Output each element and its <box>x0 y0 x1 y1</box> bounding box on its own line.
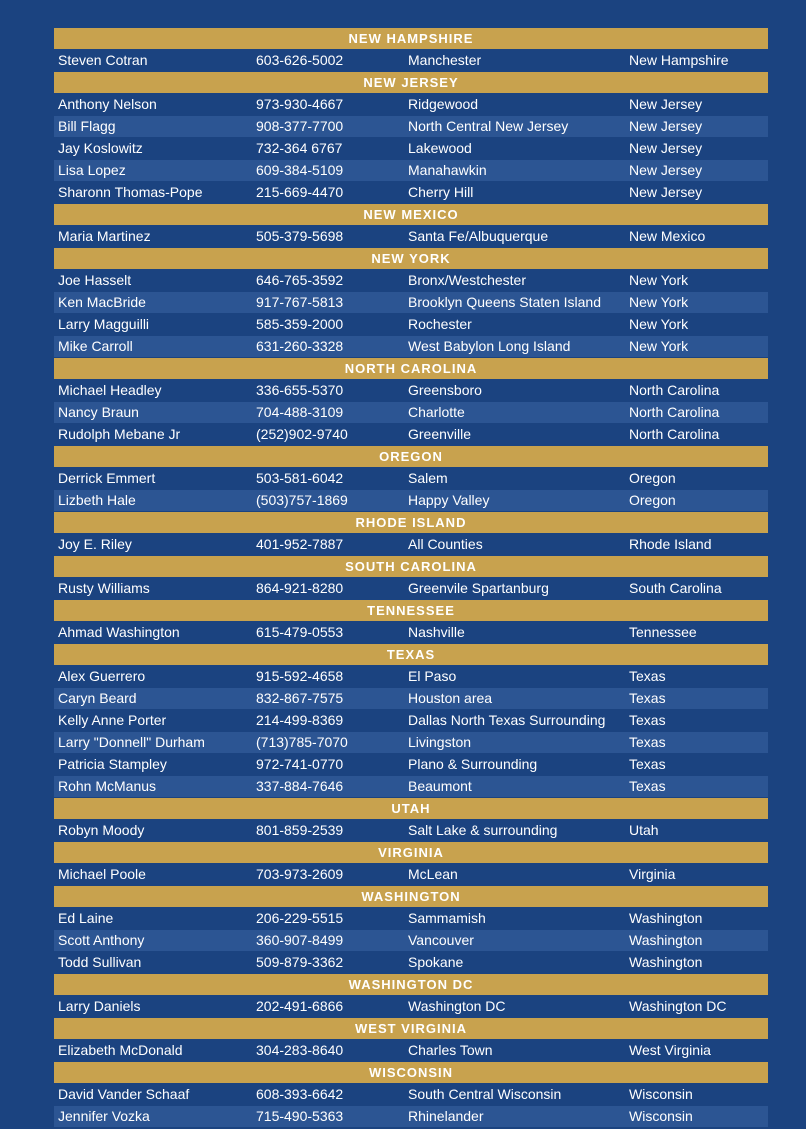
contact-phone: 646-765-3592 <box>256 272 344 288</box>
contact-phone: 401-952-7887 <box>256 536 344 552</box>
state-section-header: SOUTH CAROLINA <box>54 556 768 577</box>
directory-row <box>54 424 768 445</box>
directory-row <box>54 1084 768 1105</box>
directory-row <box>54 1040 768 1061</box>
contact-state: New York <box>629 294 689 310</box>
contact-name: Ed Laine <box>58 910 114 926</box>
contact-city: All Counties <box>408 536 483 552</box>
contact-phone: (713)785-7070 <box>256 734 348 750</box>
contact-name: Rusty Williams <box>58 580 150 596</box>
directory-row <box>54 732 768 753</box>
contact-phone: 603-626-5002 <box>256 52 344 68</box>
contact-state: Texas <box>629 668 666 684</box>
directory-row <box>54 182 768 203</box>
directory-row <box>54 94 768 115</box>
contact-city: North Central New Jersey <box>408 118 569 134</box>
state-section-header: UTAH <box>54 798 768 819</box>
contact-phone: 631-260-3328 <box>256 338 344 354</box>
contact-city: Charles Town <box>408 1042 493 1058</box>
directory-row <box>54 314 768 335</box>
contact-phone: 973-930-4667 <box>256 96 344 112</box>
contact-state: Oregon <box>629 470 676 486</box>
contact-city: Sammamish <box>408 910 486 926</box>
contact-city: Washington DC <box>408 998 506 1014</box>
directory-row <box>54 908 768 929</box>
contact-name: Robyn Moody <box>58 822 145 838</box>
contact-state: Texas <box>629 690 666 706</box>
contact-city: Ridgewood <box>408 96 479 112</box>
directory-row <box>54 468 768 489</box>
contact-phone: 609-384-5109 <box>256 162 344 178</box>
state-section-header: VIRGINIA <box>54 842 768 863</box>
contact-phone: 503-581-6042 <box>256 470 344 486</box>
contact-state: West Virginia <box>629 1042 711 1058</box>
directory-row <box>54 864 768 885</box>
contact-name: Lisa Lopez <box>58 162 126 178</box>
contact-state: Texas <box>629 756 666 772</box>
state-section-header: NORTH CAROLINA <box>54 358 768 379</box>
contact-state: Utah <box>629 822 659 838</box>
contact-state: Texas <box>629 734 666 750</box>
contact-city: Charlotte <box>408 404 465 420</box>
directory-row <box>54 292 768 313</box>
state-section-header: WASHINGTON <box>54 886 768 907</box>
contact-name: Alex Guerrero <box>58 668 146 684</box>
contact-city: Santa Fe/Albuquerque <box>408 228 549 244</box>
contact-state: New Jersey <box>629 162 703 178</box>
contact-state: New Mexico <box>629 228 706 244</box>
contact-name: Ken MacBride <box>58 294 146 310</box>
contact-city: Cherry Hill <box>408 184 474 200</box>
contact-phone: 337-884-7646 <box>256 778 344 794</box>
contact-phone: 304-283-8640 <box>256 1042 344 1058</box>
directory-row <box>54 490 768 511</box>
state-section-header: TENNESSEE <box>54 600 768 621</box>
contact-name: Larry "Donnell" Durham <box>58 734 205 750</box>
contact-city: West Babylon Long Island <box>408 338 571 354</box>
contact-city: Plano & Surrounding <box>408 756 538 772</box>
contact-phone: 715-490-5363 <box>256 1108 344 1124</box>
contact-city: Rochester <box>408 316 472 332</box>
directory-row <box>54 160 768 181</box>
contact-phone: 608-393-6642 <box>256 1086 344 1102</box>
contact-state: New Jersey <box>629 118 703 134</box>
contact-state: Washington DC <box>629 998 727 1014</box>
contact-phone: 615-479-0553 <box>256 624 344 640</box>
contact-phone: 505-379-5698 <box>256 228 344 244</box>
contact-name: Nancy Braun <box>58 404 139 420</box>
state-section-header: WISCONSIN <box>54 1062 768 1083</box>
directory-row <box>54 116 768 137</box>
contact-phone: 360-907-8499 <box>256 932 344 948</box>
contact-state: New York <box>629 272 689 288</box>
contact-name: Sharonn Thomas-Pope <box>58 184 203 200</box>
contact-city: Nashville <box>408 624 465 640</box>
contact-name: Joy E. Riley <box>58 536 132 552</box>
directory-row <box>54 1106 768 1127</box>
agent-directory <box>54 28 768 1128</box>
contact-phone: 215-669-4470 <box>256 184 344 200</box>
contact-name: Joe Hasselt <box>58 272 132 288</box>
contact-name: Lizbeth Hale <box>58 492 136 508</box>
contact-city: South Central Wisconsin <box>408 1086 562 1102</box>
contact-name: Rudolph Mebane Jr <box>58 426 181 442</box>
directory-row <box>54 930 768 951</box>
contact-city: Happy Valley <box>408 492 490 508</box>
contact-phone: (503)757-1869 <box>256 492 348 508</box>
contact-state: Washington <box>629 910 703 926</box>
contact-name: Jay Koslowitz <box>58 140 143 156</box>
contact-phone: (252)902-9740 <box>256 426 348 442</box>
contact-state: Wisconsin <box>629 1108 693 1124</box>
directory-row <box>54 138 768 159</box>
contact-name: Caryn Beard <box>58 690 137 706</box>
contact-phone: 703-973-2609 <box>256 866 344 882</box>
state-section-header: NEW MEXICO <box>54 204 768 225</box>
directory-row <box>54 50 768 71</box>
contact-city: McLean <box>408 866 458 882</box>
state-section-header: NEW HAMPSHIRE <box>54 28 768 49</box>
contact-name: Larry Magguilli <box>58 316 150 332</box>
contact-state: New Jersey <box>629 184 703 200</box>
contact-city: Bronx/Westchester <box>408 272 527 288</box>
contact-state: New York <box>629 338 689 354</box>
contact-state: North Carolina <box>629 404 720 420</box>
directory-row <box>54 688 768 709</box>
contact-state: Virginia <box>629 866 676 882</box>
contact-phone: 864-921-8280 <box>256 580 344 596</box>
contact-phone: 832-867-7575 <box>256 690 344 706</box>
contact-phone: 214-499-8369 <box>256 712 344 728</box>
contact-name: Anthony Nelson <box>58 96 157 112</box>
contact-name: Ahmad Washington <box>58 624 180 640</box>
contact-city: Livingston <box>408 734 472 750</box>
contact-phone: 908-377-7700 <box>256 118 344 134</box>
contact-city: Greenville <box>408 426 472 442</box>
contact-city: Beaumont <box>408 778 472 794</box>
contact-name: Todd Sullivan <box>58 954 142 970</box>
contact-state: Rhode Island <box>629 536 712 552</box>
contact-state: Wisconsin <box>629 1086 693 1102</box>
contact-city: El Paso <box>408 668 457 684</box>
directory-row <box>54 820 768 841</box>
directory-row <box>54 402 768 423</box>
contact-city: Houston area <box>408 690 493 706</box>
contact-phone: 585-359-2000 <box>256 316 344 332</box>
directory-row <box>54 534 768 555</box>
directory-row <box>54 754 768 775</box>
contact-phone: 336-655-5370 <box>256 382 344 398</box>
state-section-header: RHODE ISLAND <box>54 512 768 533</box>
contact-name: Elizabeth McDonald <box>58 1042 183 1058</box>
contact-name: Scott Anthony <box>58 932 145 948</box>
contact-phone: 704-488-3109 <box>256 404 344 420</box>
contact-name: Derrick Emmert <box>58 470 156 486</box>
contact-city: Brooklyn Queens Staten Island <box>408 294 602 310</box>
contact-state: New Jersey <box>629 140 703 156</box>
contact-phone: 206-229-5515 <box>256 910 344 926</box>
state-section-header: OREGON <box>54 446 768 467</box>
contact-name: Patricia Stampley <box>58 756 167 772</box>
directory-row <box>54 952 768 973</box>
contact-city: Dallas North Texas Surrounding <box>408 712 606 728</box>
directory-row <box>54 996 768 1017</box>
contact-name: Michael Poole <box>58 866 146 882</box>
contact-state: North Carolina <box>629 426 720 442</box>
contact-state: Washington <box>629 954 703 970</box>
contact-phone: 202-491-6866 <box>256 998 344 1014</box>
state-section-header: NEW YORK <box>54 248 768 269</box>
contact-name: Bill Flagg <box>58 118 116 134</box>
state-section-header: WASHINGTON DC <box>54 974 768 995</box>
contact-city: Spokane <box>408 954 464 970</box>
contact-phone: 509-879-3362 <box>256 954 344 970</box>
contact-state: Tennessee <box>629 624 697 640</box>
contact-name: Jennifer Vozka <box>58 1108 150 1124</box>
state-section-header: WEST VIRGINIA <box>54 1018 768 1039</box>
contact-city: Rhinelander <box>408 1108 484 1124</box>
contact-city: Manahawkin <box>408 162 487 178</box>
contact-name: David Vander Schaaf <box>58 1086 190 1102</box>
contact-city: Lakewood <box>408 140 472 156</box>
contact-city: Vancouver <box>408 932 474 948</box>
state-section-header: NEW JERSEY <box>54 72 768 93</box>
contact-city: Greensboro <box>408 382 482 398</box>
directory-row <box>54 578 768 599</box>
contact-city: Salem <box>408 470 448 486</box>
directory-row <box>54 270 768 291</box>
contact-state: Washington <box>629 932 703 948</box>
directory-row <box>54 710 768 731</box>
contact-name: Michael Headley <box>58 382 162 398</box>
contact-state: New Hampshire <box>629 52 729 68</box>
contact-phone: 915-592-4658 <box>256 668 344 684</box>
contact-state: Oregon <box>629 492 676 508</box>
contact-phone: 801-859-2539 <box>256 822 344 838</box>
contact-state: New Jersey <box>629 96 703 112</box>
contact-state: North Carolina <box>629 382 720 398</box>
contact-state: Texas <box>629 712 666 728</box>
contact-state: South Carolina <box>629 580 722 596</box>
contact-state: New York <box>629 316 689 332</box>
contact-phone: 732-364 6767 <box>256 140 343 156</box>
contact-name: Maria Martinez <box>58 228 151 244</box>
state-section-header: TEXAS <box>54 644 768 665</box>
directory-row <box>54 336 768 357</box>
contact-name: Mike Carroll <box>58 338 133 354</box>
contact-city: Greenvile Spartanburg <box>408 580 549 596</box>
contact-name: Steven Cotran <box>58 52 148 68</box>
directory-row <box>54 622 768 643</box>
directory-row <box>54 666 768 687</box>
contact-name: Kelly Anne Porter <box>58 712 167 728</box>
directory-row <box>54 776 768 797</box>
contact-city: Salt Lake & surrounding <box>408 822 558 838</box>
directory-row <box>54 226 768 247</box>
contact-name: Larry Daniels <box>58 998 141 1014</box>
contact-city: Manchester <box>408 52 482 68</box>
contact-name: Rohn McManus <box>58 778 157 794</box>
contact-state: Texas <box>629 778 666 794</box>
contact-phone: 972-741-0770 <box>256 756 344 772</box>
directory-row <box>54 380 768 401</box>
contact-phone: 917-767-5813 <box>256 294 344 310</box>
